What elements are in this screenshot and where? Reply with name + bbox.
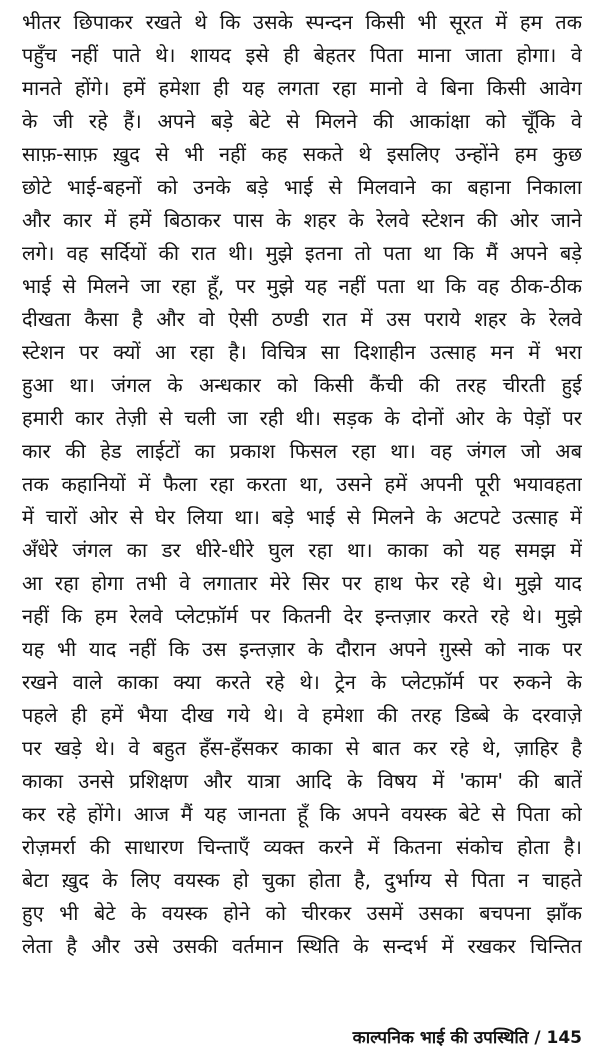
text-line: यह भी याद नहीं कि उस इन्तज़ार के दौरान अपने ग़ुस्से को नाक पर [22, 637, 582, 661]
text-line: में चारों ओर से घेर लिया था। बड़े भाई से मिलने के अटपटे उत्साह में [22, 505, 582, 529]
text-line: पर खड़े थे। वे बहुत हँस-हँसकर काका से बात कर रहे थे, ज़ाहिर है [22, 736, 582, 760]
text-line: बेटा ख़ुद के लिए वयस्क हो चुका होता है, दुर्भाग्य से पिता न चाहते [22, 868, 582, 892]
text-line: अँधेरे जंगल का डर धीरे-धीरे घुल रहा था। काका को यह समझ में [22, 538, 582, 562]
text-line: लगे। वह सर्दियों की रात थी। मुझे इतना तो पता था कि मैं अपने बड़े [22, 241, 582, 265]
text-line: हुआ था। जंगल के अन्धकार को किसी कैंची की तरह चीरती हुई [22, 373, 582, 397]
text-line: और कार में हमें बिठाकर पास के शहर के रेलवे स्टेशन की ओर जाने [22, 208, 582, 232]
text-line: रखने वाले काका क्या करते रहे थे। ट्रेन के प्लेटफ़ॉर्म पर रुकने के [22, 670, 582, 694]
text-line: के जी रहे हैं। अपने बड़े बेटे से मिलने की आकांक्षा को चूँकि वे [22, 109, 582, 133]
text-line: हमारी कार तेज़ी से चली जा रही थी। सड़क के दोनों ओर के पेड़ों पर [22, 406, 582, 430]
page-footer-running-title: काल्पनिक भाई की उपस्थिति / 145 [352, 1028, 582, 1048]
text-line: आ रहा होगा तभी वे लगातार मेरे सिर पर हाथ फेर रहे थे। मुझे याद [22, 571, 582, 595]
text-line: रोज़मर्रा की साधारण चिन्ताएँ व्यक्त करने में कितना संकोच होता है। [22, 835, 582, 859]
text-line: दीखता कैसा है और वो ऐसी ठण्डी रात में उस पराये शहर के रेलवे [22, 307, 582, 331]
text-line: स्टेशन पर क्यों आ रहा है। विचित्र सा दिशाहीन उत्साह मन में भरा [22, 340, 582, 364]
text-line: लेता है और उसे उसकी वर्तमान स्थिति के सन्दर्भ में रखकर चिन्तित [22, 934, 582, 958]
text-line: भाई से मिलने जा रहा हूँ, पर मुझे यह नहीं पता था कि वह ठीक-ठीक [22, 274, 582, 298]
text-line: भीतर छिपाकर रखते थे कि उसके स्पन्दन किसी भी सूरत में हम तक [22, 10, 582, 34]
text-line: मानते होंगे। हमें हमेशा ही यह लगता रहा मानो वे बिना किसी आवेग [22, 76, 582, 100]
body-text [22, 6, 582, 963]
text-line: कर रहे होंगे। आज मैं यह जानता हूँ कि अपने वयस्क बेटे से पिता को [22, 802, 582, 826]
text-line: काका उनसे प्रशिक्षण और यात्रा आदि के विषय में 'काम' की बातें [22, 769, 582, 793]
text-line: हुए भी बेटे के वयस्क होने को चीरकर उसमें उसका बचपना झाँक [22, 901, 582, 925]
text-line: छोटे भाई-बहनों को उनके बड़े भाई से मिलवाने का बहाना निकाला [22, 175, 582, 199]
text-line: पहले ही हमें भैया दीख गये थे। वे हमेशा की तरह डिब्बे के दरवाज़े [22, 703, 582, 727]
text-line: कार की हेड लाईटों का प्रकाश फिसल रहा था। वह जंगल जो अब [22, 439, 582, 463]
text-line: नहीं कि हम रेलवे प्लेटफ़ॉर्म पर कितनी देर इन्तज़ार करते रहे थे। मुझे [22, 604, 582, 628]
text-line: साफ़-साफ़ ख़ुद से भी नहीं कह सकते थे इसलिए उन्होंने हम कुछ [22, 142, 582, 166]
text-line: पहुँच नहीं पाते थे। शायद इसे ही बेहतर पिता माना जाता होगा। वे [22, 43, 582, 67]
text-line: तक कहानियों में फैला रहा करता था, उसने हमें अपनी पूरी भयावहता [22, 472, 582, 496]
